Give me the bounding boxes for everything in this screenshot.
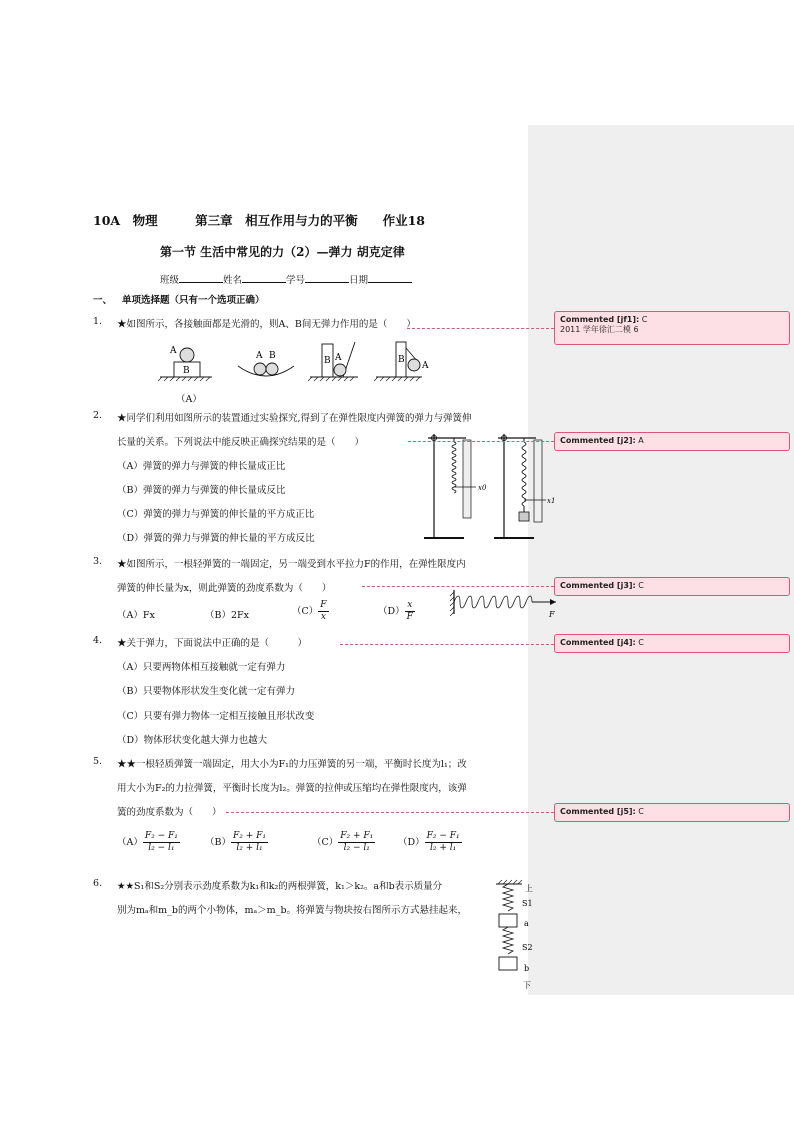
q2-option-b[interactable]: （B）弹簧的弹力与弹簧的伸长量成反比 bbox=[117, 485, 286, 496]
comment-label: Commented [j5]: bbox=[560, 807, 636, 816]
q5-b-denominator: l₂ + l₁ bbox=[236, 843, 263, 853]
q3-option-b[interactable]: （B）2Fx bbox=[205, 610, 249, 621]
q5-option-d-label: （D） bbox=[398, 837, 425, 848]
comment-label: Commented [j3]: bbox=[560, 581, 636, 590]
q2-text-line1: ★同学们利用如图所示的装置通过实验探究,得到了在弹性限度内弹簧的弹力与弹簧伸 bbox=[117, 413, 472, 424]
q5-text-line1: ★★一根轻质弹簧一端固定，用大小为F₁的力压弹簧的另一端，平衡时长度为l₁；改 bbox=[117, 759, 467, 770]
q1-fig-label: B bbox=[269, 351, 276, 361]
q5-number: 5. bbox=[93, 756, 103, 767]
q2-fig-x1: x1 bbox=[547, 497, 556, 505]
q4-option-d[interactable]: （D）物体形状变化越大弹力也越大 bbox=[117, 735, 268, 746]
q3-option-c[interactable] bbox=[292, 600, 329, 623]
comment-margin-pane bbox=[528, 125, 794, 995]
q1-number: 1. bbox=[93, 316, 103, 327]
q6-fig-top: 上 bbox=[525, 884, 533, 893]
comment-answer: C bbox=[638, 638, 644, 647]
q4-option-b[interactable]: （B）只要物体形状发生变化就一定有弹力 bbox=[117, 686, 295, 697]
q6-fig-bottom: 下 bbox=[523, 981, 531, 990]
q1-fig-label: B bbox=[324, 356, 331, 366]
q3-text-line2: 弹簧的伸长量为x，则此弹簧的劲度系数为（ ） bbox=[117, 583, 332, 594]
section-heading bbox=[93, 292, 264, 306]
q6-fig-a: a bbox=[524, 919, 529, 928]
q2-figure bbox=[420, 428, 560, 546]
q3-option-d[interactable] bbox=[378, 600, 415, 623]
q1-fig-label: A bbox=[335, 353, 342, 363]
name-label: 姓名 bbox=[223, 275, 243, 286]
comment-answer: C bbox=[638, 581, 644, 590]
comment-extra: 2011 学年徐汇二模 6 bbox=[560, 325, 639, 334]
comment-connector bbox=[407, 328, 554, 329]
q3-d-denominator: F bbox=[406, 612, 413, 622]
q3-d-numerator: x bbox=[405, 600, 415, 612]
q1-figure bbox=[150, 338, 450, 405]
q5-option-c-fraction bbox=[338, 831, 375, 854]
student-info-line bbox=[160, 272, 412, 286]
q5-c-denominator: l₂ − l₁ bbox=[343, 843, 370, 853]
q1-fig-d bbox=[374, 342, 429, 381]
q1-fig-label: A bbox=[422, 361, 429, 371]
comment-card[interactable] bbox=[554, 311, 790, 345]
q5-a-denominator: l₂ − l₁ bbox=[148, 843, 175, 853]
q5-option-d[interactable] bbox=[398, 831, 462, 854]
q1-fig-c bbox=[308, 342, 358, 381]
q5-option-c-label: （C） bbox=[312, 837, 339, 848]
q5-b-numerator: F₂ + F₁ bbox=[232, 831, 266, 841]
page-title: 10A 物理 第三章 相互作用与力的平衡 作业18 bbox=[93, 213, 425, 228]
q6-text-line2: 别为mₐ和m_b的两个小物体，mₐ＞m_b。将弹簧与物块按右图所示方式悬挂起来， bbox=[117, 905, 468, 916]
q6-fig-s1: S1 bbox=[522, 899, 533, 908]
q6-figure bbox=[488, 878, 540, 994]
q2-option-a[interactable]: （A）弹簧的弹力与弹簧的伸长量成正比 bbox=[117, 461, 286, 472]
comment-connector bbox=[362, 586, 554, 587]
comment-card[interactable] bbox=[554, 432, 790, 451]
q3-text-line1: ★如图所示，一根轻弹簧的一端固定，另一端受到水平拉力F的作用，在弹性限度内 bbox=[117, 559, 466, 570]
comment-label: Commented [j2]: bbox=[560, 436, 636, 445]
comment-connector bbox=[408, 441, 554, 442]
q3-fig-force: F bbox=[549, 610, 555, 619]
comment-card[interactable] bbox=[554, 577, 790, 596]
q3-c-numerator: F bbox=[320, 600, 327, 610]
q3-option-c-label: （C） bbox=[292, 606, 319, 617]
q3-figure bbox=[450, 588, 570, 622]
comment-answer: C bbox=[641, 315, 648, 324]
comment-label: Commented [j4]: bbox=[560, 638, 636, 647]
q3-option-d-label: （D） bbox=[378, 606, 405, 617]
q3-number: 3. bbox=[93, 556, 103, 567]
number-label: 学号 bbox=[286, 275, 306, 286]
comment-connector bbox=[340, 644, 554, 645]
q2-option-d[interactable]: （D）弹簧的弹力与弹簧的伸长量的平方成反比 bbox=[117, 533, 315, 544]
q5-text-line3: 簧的劲度系数为（ ） bbox=[117, 807, 222, 818]
q5-d-denominator: l₂ + l₁ bbox=[429, 843, 457, 853]
date-label: 日期 bbox=[349, 275, 369, 286]
q3-option-d-fraction bbox=[405, 600, 415, 623]
q1-fig-label: B bbox=[398, 355, 405, 365]
q5-option-a-fraction bbox=[143, 831, 180, 854]
q4-number: 4. bbox=[93, 635, 103, 646]
q5-d-numerator: F₂ − F₁ bbox=[426, 831, 460, 841]
q5-c-numerator: F₂ + F₁ bbox=[340, 831, 374, 841]
q5-text-line2: 用大小为F₂的力拉弹簧，平衡时长度为l₂。弹簧的拉伸或压缩均在弹性限度内，该弹 bbox=[117, 783, 467, 794]
q1-text: ★如图所示，各接触面都是光滑的，则A、B间无弹力作用的是（ ） bbox=[117, 319, 416, 330]
q5-a-numerator: F₂ − F₁ bbox=[144, 831, 178, 841]
q3-option-c-fraction bbox=[318, 600, 328, 623]
q6-fig-s2: S2 bbox=[522, 943, 533, 952]
comment-card[interactable] bbox=[554, 634, 790, 653]
comment-connector bbox=[226, 812, 554, 813]
comment-answer: A bbox=[638, 436, 644, 445]
q6-number: 6. bbox=[93, 878, 103, 889]
section-subtitle: 第一节 生活中常见的力（2）—弹力 胡克定律 bbox=[160, 245, 405, 259]
q1-fig-b bbox=[238, 351, 294, 376]
comment-label: Commented [jf1]: bbox=[560, 315, 640, 324]
q2-fig-x0: x0 bbox=[478, 484, 487, 492]
q5-option-d-fraction bbox=[425, 831, 462, 854]
q4-text: ★关于弹力，下面说法中正确的是（ ） bbox=[117, 638, 308, 649]
comment-answer: C bbox=[638, 807, 644, 816]
section-number: 一、 bbox=[93, 295, 113, 306]
q6-fig-b: b bbox=[524, 964, 530, 973]
q4-option-a[interactable]: （A）只要两物体相互接触就一定有弹力 bbox=[117, 662, 286, 673]
q1-fig-label: B bbox=[183, 366, 190, 376]
q4-option-c[interactable]: （C）只要有弹力物体一定相互接触且形状改变 bbox=[117, 711, 315, 722]
comment-card[interactable] bbox=[554, 803, 790, 822]
class-blank[interactable] bbox=[179, 272, 223, 283]
name-blank[interactable] bbox=[242, 272, 286, 283]
q1-option-a-label: （A） bbox=[176, 394, 202, 405]
section-label: 单项选择题（只有一个选项正确） bbox=[121, 295, 265, 306]
q5-option-b-label: （B） bbox=[205, 837, 231, 848]
class-label: 班级 bbox=[160, 275, 180, 286]
q5-option-a-label: （A） bbox=[117, 837, 143, 848]
q5-option-a[interactable] bbox=[117, 831, 180, 854]
q1-fig-label: A bbox=[256, 351, 263, 361]
date-blank[interactable] bbox=[368, 272, 412, 283]
q3-option-a[interactable]: （A）Fx bbox=[117, 610, 155, 621]
q2-number: 2. bbox=[93, 410, 103, 421]
number-blank[interactable] bbox=[305, 272, 349, 283]
q5-option-b-fraction bbox=[231, 831, 268, 854]
q3-c-denominator: x bbox=[320, 612, 326, 622]
q5-option-c[interactable] bbox=[312, 831, 375, 854]
q1-fig-a bbox=[158, 346, 212, 381]
q6-text-line1: ★★S₁和S₂分别表示劲度系数为k₁和k₂的两根弹簧，k₁＞k₂。a和b表示质量分 bbox=[117, 881, 443, 892]
q1-fig-label: A bbox=[170, 346, 177, 356]
q2-text-line2: 长量的关系。下列说法中能反映正确探究结果的是（ ） bbox=[117, 437, 365, 448]
q5-option-b[interactable] bbox=[205, 831, 268, 854]
q2-option-c[interactable]: （C）弹簧的弹力与弹簧的伸长量的平方成正比 bbox=[117, 509, 315, 520]
